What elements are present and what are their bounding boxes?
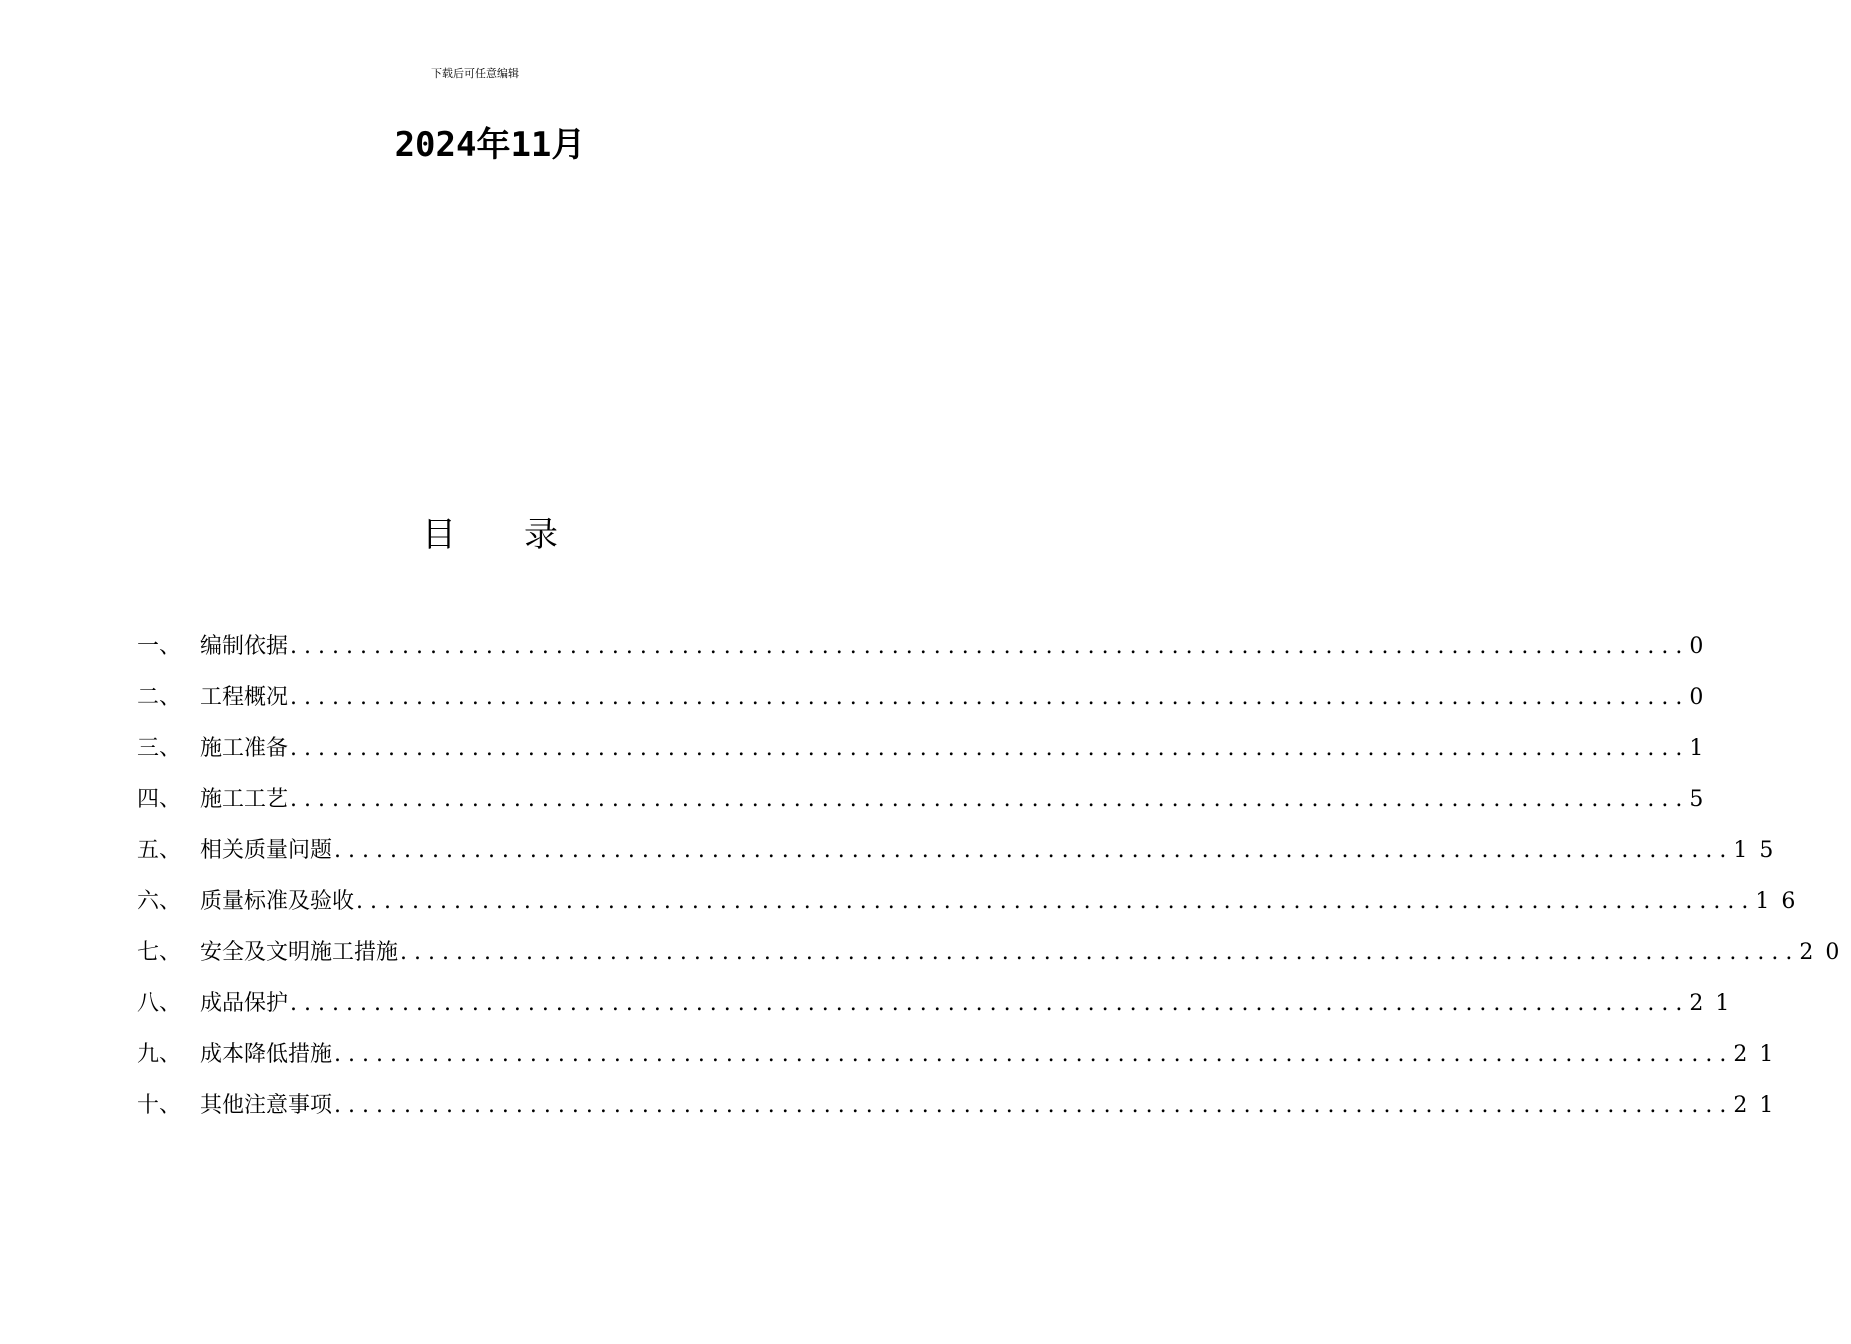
toc-item-number: 十、 (137, 1093, 182, 1118)
toc-item-label: 编制依据 (200, 634, 289, 659)
toc-item-leader: .................................................................................................... (290, 634, 1690, 659)
toc-item-label: 其他注意事项 (200, 1093, 333, 1118)
toc-item[interactable] (137, 984, 1742, 1035)
toc-item-number: 九、 (137, 1042, 182, 1067)
toc-item-page: 1 (1689, 736, 1716, 761)
toc-item-leader: .................................................................................................... (400, 940, 1800, 965)
toc-item-page: 21 (1733, 1093, 1786, 1118)
toc-item-label: 成品保护 (200, 991, 289, 1016)
toc-item-leader: .................................................................................................... (334, 1093, 1734, 1118)
toc-item-number: 五、 (137, 838, 182, 863)
toc-item[interactable] (137, 831, 1786, 882)
toc-item-leader: .................................................................................................... (356, 889, 1756, 914)
toc-item[interactable] (137, 882, 1808, 933)
toc-item[interactable] (137, 627, 1716, 678)
toc-item-number: 一、 (137, 634, 182, 659)
toc-item-leader: .................................................................................................... (334, 838, 1734, 863)
toc-item-page: 15 (1733, 838, 1786, 863)
date-title: 2024年11月 (394, 125, 586, 165)
toc-item-leader: .................................................................................................... (290, 736, 1690, 761)
toc-item-page: 21 (1733, 1042, 1786, 1067)
toc-item-page: 20 (1799, 940, 1851, 965)
toc-item-page: 0 (1689, 634, 1716, 659)
toc-item-page: 5 (1689, 787, 1716, 812)
toc-item-label: 安全及文明施工措施 (200, 940, 399, 965)
toc-item[interactable] (137, 1086, 1786, 1137)
toc-item-label: 质量标准及验收 (200, 889, 355, 914)
toc-item-number: 八、 (137, 991, 182, 1016)
toc-item-leader: .................................................................................................... (290, 991, 1690, 1016)
toc-item[interactable] (137, 678, 1716, 729)
toc-item-label: 工程概况 (200, 685, 289, 710)
toc-item-number: 六、 (137, 889, 182, 914)
toc-item[interactable] (137, 1035, 1786, 1086)
toc-item-label: 成本降低措施 (200, 1042, 333, 1067)
toc-item-page: 21 (1689, 991, 1742, 1016)
toc-item-label: 相关质量问题 (200, 838, 333, 863)
toc-item-number: 二、 (137, 685, 182, 710)
toc-item[interactable] (137, 933, 1851, 984)
toc-item-number: 三、 (137, 736, 182, 761)
toc-item[interactable] (137, 780, 1716, 831)
toc-item-label: 施工准备 (200, 736, 289, 761)
toc-item-page: 16 (1755, 889, 1808, 914)
header-note: 下载后可任意编辑 (431, 67, 519, 80)
toc-item[interactable] (137, 729, 1716, 780)
toc-item-number: 七、 (137, 940, 182, 965)
toc-item-page: 0 (1689, 685, 1716, 710)
toc-title: 目录 (422, 515, 626, 555)
toc-list (137, 627, 1851, 1137)
toc-item-number: 四、 (137, 787, 182, 812)
toc-item-leader: .................................................................................................... (334, 1042, 1734, 1067)
toc-item-label: 施工工艺 (200, 787, 289, 812)
toc-item-leader: .................................................................................................... (290, 685, 1690, 710)
toc-item-leader: .................................................................................................... (290, 787, 1690, 812)
